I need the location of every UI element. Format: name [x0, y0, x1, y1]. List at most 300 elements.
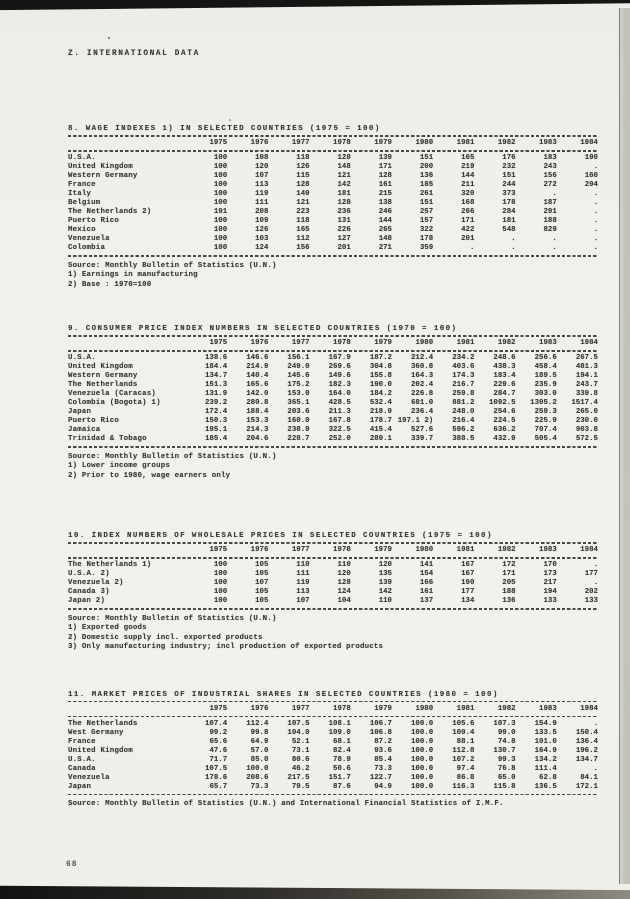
value-cell: 153.0 [287, 390, 310, 398]
value-cell: 403.6 [452, 363, 475, 371]
value-cell: 322 [419, 226, 434, 234]
value-cell: 107 [255, 172, 269, 180]
year-header: 1983 [539, 546, 557, 554]
value-cell: . [593, 190, 598, 198]
value-cell: 136 [502, 597, 516, 605]
value-cell: 202 [584, 588, 598, 596]
value-cell: 881.2 [452, 399, 475, 407]
value-cell: 171 [461, 217, 475, 225]
value-cell: 105 [255, 597, 269, 605]
value-cell: 151.7 [328, 773, 351, 782]
country-label: The Netherlands 1) [68, 561, 152, 569]
note-line: Source: Monthly Bulletin of Statistics (U.N.) and International Financial Statistics of I.M.F. [68, 800, 504, 808]
value-cell: 84.1 [580, 773, 598, 782]
value-cell: 373 [502, 190, 516, 198]
country-label: France [68, 181, 96, 189]
value-cell: . [593, 244, 598, 252]
value-cell: 182.3 [328, 381, 351, 389]
value-cell: . [593, 579, 598, 587]
value-cell: . [552, 235, 557, 243]
value-cell: 100.0 [411, 764, 434, 773]
table-year-header [68, 137, 598, 149]
value-cell: 214.3 [246, 426, 269, 434]
value-cell: 105 [255, 561, 269, 569]
year-header: 1984 [580, 139, 598, 147]
value-cell: 229.6 [493, 381, 516, 389]
year-header: 1982 [497, 704, 516, 713]
value-cell: 458.4 [534, 363, 557, 371]
value-cell: 124 [255, 244, 269, 252]
value-cell: 224.5 [493, 417, 516, 425]
value-cell: 415.4 [369, 426, 392, 434]
value-cell: 100.0 [411, 728, 434, 737]
value-cell: 149.6 [328, 372, 351, 380]
value-cell: 185 [419, 181, 434, 189]
value-cell: 160.0 [287, 417, 310, 425]
year-header: 1981 [456, 704, 475, 713]
value-cell: 57.0 [250, 746, 269, 755]
value-cell: 196.2 [575, 746, 598, 755]
value-cell: 100 [213, 226, 228, 234]
value-cell: 205 [502, 579, 516, 587]
value-cell: 505.4 [534, 435, 557, 443]
value-cell: 62.8 [539, 773, 557, 782]
value-cell: . [469, 244, 475, 252]
table-title: 8. WAGE INDEXES 1) IN SELECTED COUNTRIES (1975 = 100) [68, 125, 381, 133]
value-cell: 100 [213, 199, 228, 207]
year-header: 1977 [291, 546, 310, 554]
value-cell: 322.5 [328, 426, 351, 434]
value-cell: 211 [461, 181, 475, 189]
value-cell: . [552, 244, 557, 252]
value-cell: 178.7 [369, 417, 392, 425]
value-cell: 187.2 [369, 354, 392, 362]
value-cell: 208.6 [246, 773, 269, 782]
year-header: 1976 [250, 339, 269, 347]
value-cell: 903.8 [575, 426, 598, 434]
year-header: 1980 [415, 546, 434, 554]
value-cell: 215 [378, 190, 392, 198]
table-row [68, 181, 598, 190]
value-cell: 128 [296, 181, 310, 189]
country-label: United Kingdom [68, 746, 133, 755]
value-cell: 232 [502, 163, 516, 171]
value-cell: 100 [213, 217, 228, 225]
value-cell: 216.4 [452, 417, 475, 425]
value-cell: 184.2 [369, 390, 392, 398]
value-cell: 155.8 [369, 372, 392, 380]
value-cell: 100 [213, 154, 228, 162]
value-cell: 146.6 [246, 354, 269, 362]
table-body [68, 152, 598, 254]
value-cell: 138 [378, 199, 392, 207]
value-cell: 105 [255, 588, 269, 596]
value-cell: 190 [584, 154, 598, 162]
value-cell: 291 [543, 208, 557, 216]
year-header: 1976 [250, 704, 269, 713]
country-label: The Netherlands [68, 381, 138, 389]
value-cell: 271 [378, 244, 392, 252]
country-label: The Netherlands 2) [68, 208, 152, 216]
scan-edge-bottom [0, 882, 630, 899]
value-cell: 94.9 [374, 782, 392, 791]
value-cell: 230.0 [575, 417, 598, 425]
value-cell: . [593, 235, 598, 243]
value-cell: 438.3 [493, 363, 516, 371]
value-cell: 87.6 [333, 782, 351, 791]
table-row [68, 729, 598, 738]
value-cell: 140.4 [246, 372, 269, 380]
year-header: 1975 [209, 339, 228, 347]
country-label: Japan 2) [68, 597, 106, 605]
value-cell: 548 [502, 226, 516, 234]
value-cell: 246 [378, 208, 392, 216]
value-cell: 93.6 [374, 746, 392, 755]
value-cell: 99.2 [209, 728, 228, 737]
value-cell: 120 [337, 570, 351, 578]
value-cell: 216.7 [452, 381, 475, 389]
table-row [68, 747, 598, 756]
value-cell: 107 [255, 579, 269, 587]
value-cell: 64.9 [250, 737, 269, 746]
value-cell: 127 [337, 235, 351, 243]
value-cell: 148 [337, 163, 351, 171]
country-label: Western Germany [68, 372, 138, 380]
year-header: 1982 [497, 339, 516, 347]
dashed-rule [68, 446, 598, 448]
value-cell: 100 [213, 235, 228, 243]
value-cell: 119 [255, 190, 269, 198]
value-cell: 217 [543, 579, 557, 587]
country-label: Italy [68, 190, 92, 198]
country-label: U.S.A. [68, 755, 96, 764]
value-cell: 100 [213, 561, 228, 569]
value-cell: 259.3 [534, 408, 557, 416]
value-cell: 85.4 [374, 755, 392, 764]
value-cell: 100.4 [452, 728, 475, 737]
table-row [68, 426, 598, 435]
value-cell: 248.6 [493, 354, 516, 362]
value-cell: 100.0 [411, 737, 434, 746]
value-cell: 100.0 [411, 746, 434, 755]
country-label: Puerto Rico [68, 417, 119, 425]
value-cell: 71.7 [209, 755, 228, 764]
value-cell: 320 [461, 190, 475, 198]
value-cell: 254.6 [493, 408, 516, 416]
year-header: 1977 [291, 704, 310, 713]
value-cell: 100 [213, 190, 228, 198]
note-line: 1) Lower income groups [68, 462, 170, 470]
table-row [68, 570, 598, 579]
table-row [68, 597, 598, 606]
value-cell: 131 [337, 217, 351, 225]
value-cell: 267.5 [575, 354, 598, 362]
value-cell: 100.0 [411, 719, 434, 728]
country-label: Venezuela [68, 235, 110, 243]
value-cell: 156.1 [287, 354, 310, 362]
value-cell: 73.3 [250, 782, 269, 791]
value-cell: 203.6 [287, 408, 310, 416]
value-cell: 150.4 [575, 728, 598, 737]
value-cell: 184.4 [205, 363, 228, 371]
value-cell: 133.5 [534, 728, 557, 737]
value-cell: 86.8 [456, 773, 475, 782]
table-row [68, 774, 598, 783]
page-number: 68 [66, 860, 78, 869]
year-header: 1976 [250, 546, 269, 554]
value-cell: 100 [213, 579, 228, 587]
value-cell: 197.1 2) [397, 417, 434, 425]
value-cell: 235.9 [534, 381, 557, 389]
value-cell: 136.4 [575, 737, 598, 746]
value-cell: 111 [296, 570, 310, 578]
value-cell: 88.1 [456, 737, 475, 746]
table-body [68, 352, 598, 445]
value-cell: 388.5 [452, 435, 475, 443]
value-cell: 153.3 [246, 417, 269, 425]
year-header: 1984 [580, 546, 598, 554]
value-cell: 150.3 [205, 417, 228, 425]
value-cell: 428.5 [328, 399, 351, 407]
year-header: 1978 [333, 546, 351, 554]
value-cell: 109.0 [328, 728, 351, 737]
country-column-spacer [68, 138, 186, 148]
value-cell: 139 [378, 154, 392, 162]
value-cell: 128 [337, 199, 351, 207]
value-cell: 126 [255, 226, 269, 234]
country-label: Venezuela [68, 773, 110, 782]
country-label: Canada 3) [68, 588, 110, 596]
year-header: 1975 [209, 704, 228, 713]
table-row [68, 720, 598, 729]
country-label: Colombia (Bogota) 1) [68, 399, 161, 407]
value-cell: 52.1 [291, 737, 310, 746]
note-line: 2) Base : 1970=100 [68, 280, 152, 289]
value-cell: 76.8 [497, 764, 516, 773]
year-header: 1980 [415, 139, 434, 147]
value-cell: 100.0 [246, 764, 269, 773]
value-cell: 99.0 [497, 728, 516, 737]
value-cell: 161 [419, 588, 434, 596]
value-cell: 121 [296, 199, 310, 207]
value-cell: 100.0 [411, 755, 434, 764]
value-cell: . [511, 244, 516, 252]
country-column-spacer [68, 545, 186, 555]
value-cell: 236 [337, 208, 351, 216]
table-title: 10. INDEX NUMBERS OF WHOLESALE PRICES IN SELECTED COUNTRIES (1975 = 100) [68, 532, 493, 540]
value-cell: 167 [461, 561, 475, 569]
country-column-spacer [68, 338, 186, 348]
table-row [68, 163, 598, 172]
value-cell: 145.6 [287, 372, 310, 380]
value-cell: 339.8 [575, 390, 598, 398]
value-cell: 68.1 [333, 737, 351, 746]
value-cell: 226.8 [411, 390, 434, 398]
note-line: 1) Earnings in manufacturing [68, 271, 198, 279]
year-header: 1978 [333, 339, 351, 347]
value-cell: 128 [337, 154, 351, 162]
value-cell: 122.7 [369, 773, 392, 782]
year-header: 1979 [374, 546, 392, 554]
value-cell: 239.2 [205, 399, 228, 407]
year-header: 1976 [250, 139, 269, 147]
value-cell: 173 [543, 570, 557, 578]
value-cell: 190 [461, 579, 475, 587]
scan-edge-top [0, 0, 630, 11]
year-header: 1979 [374, 704, 392, 713]
value-cell: 103 [255, 235, 269, 243]
year-header: 1979 [374, 339, 392, 347]
year-header: 1981 [456, 139, 475, 147]
value-cell: . [593, 719, 598, 728]
value-cell: 110 [337, 561, 351, 569]
value-cell: 99.8 [250, 728, 269, 737]
table-row [68, 408, 598, 417]
value-cell: 118 [296, 217, 310, 225]
value-cell: 171 [378, 163, 392, 171]
year-header: 1981 [456, 546, 475, 554]
value-cell: 107.5 [205, 764, 228, 773]
value-cell: 172.1 [575, 782, 598, 791]
value-cell: 289.1 [369, 435, 392, 443]
value-cell: 160 [584, 172, 598, 180]
table-notes [68, 262, 598, 291]
value-cell: 280.8 [246, 399, 269, 407]
value-cell: 190.0 [369, 381, 392, 389]
year-header: 1983 [539, 704, 557, 713]
value-cell: 141 [419, 561, 434, 569]
value-cell: 142 [337, 181, 351, 189]
value-cell: 107.5 [287, 719, 310, 728]
value-cell: 79.5 [291, 782, 310, 791]
value-cell: 161 [378, 181, 392, 189]
value-cell: 167.9 [328, 354, 351, 362]
value-cell: . [593, 199, 598, 207]
value-cell: 65.6 [209, 737, 228, 746]
value-cell: 149 [296, 190, 310, 198]
value-cell: 219 [461, 163, 475, 171]
value-cell: 172 [502, 561, 516, 569]
value-cell: 137 [419, 597, 434, 605]
value-cell: . [552, 190, 557, 198]
value-cell: 99.3 [497, 755, 516, 764]
value-cell: 73.3 [374, 764, 392, 773]
value-cell: 177 [461, 588, 475, 596]
value-cell: 1305.2 [530, 399, 557, 407]
value-cell: 195.1 [205, 426, 228, 434]
value-cell: 100 [213, 588, 228, 596]
table-title: 11. MARKET PRICES OF INDUSTRIAL SHARES IN SELECTED COUNTRIES (1980 = 100) [68, 690, 499, 699]
country-label: Western Germany [68, 172, 138, 180]
table-row [68, 435, 598, 444]
value-cell: 151 [502, 172, 516, 180]
table-9-section [68, 324, 598, 481]
value-cell: 65.0 [497, 773, 516, 782]
value-cell: 136 [419, 172, 434, 180]
value-cell: 73.1 [291, 746, 310, 755]
value-cell: 261 [419, 190, 434, 198]
value-cell: 112.8 [452, 746, 475, 755]
value-cell: . [593, 226, 598, 234]
note-line: Source: Monthly Bulletin of Statistics (U.N.) [68, 452, 277, 461]
value-cell: 107 [296, 597, 310, 605]
value-cell: 284.7 [493, 390, 516, 398]
value-cell: 339.7 [411, 435, 434, 443]
table-year-header [68, 544, 598, 556]
table-row [68, 190, 598, 199]
value-cell: 133 [584, 597, 598, 605]
country-label: Venezuela (Caracas) [68, 390, 157, 398]
year-header: 1977 [291, 339, 310, 347]
value-cell: 596.2 [452, 426, 475, 434]
value-cell: 120 [255, 163, 269, 171]
value-cell: 223 [296, 208, 310, 216]
value-cell: 113 [255, 181, 269, 189]
value-cell: 139 [378, 579, 392, 587]
value-cell: 100 [213, 163, 228, 171]
value-cell: 134 [461, 597, 475, 605]
value-cell: . [593, 764, 598, 773]
value-cell: 303.0 [534, 390, 557, 398]
value-cell: 100 [213, 570, 228, 578]
value-cell: 164.9 [534, 746, 557, 755]
table-body [68, 559, 598, 607]
table-row [68, 399, 598, 408]
value-cell: 243.7 [575, 381, 598, 389]
value-cell: 829 [543, 226, 557, 234]
value-cell: 272 [543, 181, 557, 189]
value-cell: 225.9 [534, 417, 557, 425]
value-cell: 111 [255, 199, 269, 207]
value-cell: 257 [419, 208, 434, 216]
value-cell: 266 [461, 208, 475, 216]
country-label: The Netherlands [68, 719, 138, 728]
value-cell: 249.0 [287, 363, 310, 371]
table-row [68, 244, 598, 253]
country-label: Japan [68, 408, 92, 416]
country-label: U.S.A. 2) [68, 570, 110, 578]
value-cell: 238.9 [287, 426, 310, 434]
value-cell: 144 [378, 217, 392, 225]
value-cell: 100 [213, 172, 228, 180]
value-cell: 532.4 [369, 399, 392, 407]
year-header: 1984 [580, 704, 598, 713]
value-cell: 304.8 [369, 363, 392, 371]
value-cell: 82.4 [333, 746, 351, 755]
country-label: Colombia [68, 244, 106, 252]
country-label: Jamaica [68, 426, 101, 434]
value-cell: 151 [419, 199, 434, 207]
value-cell: 134.7 [205, 372, 228, 380]
value-cell: 112.4 [246, 719, 269, 728]
value-cell: 106.8 [369, 728, 392, 737]
table-row [68, 756, 598, 765]
value-cell: 112 [296, 235, 310, 243]
country-label: United Kingdom [68, 163, 133, 171]
value-cell: 131.9 [205, 390, 228, 398]
value-cell: 109 [255, 217, 269, 225]
value-cell: 236.4 [411, 408, 434, 416]
value-cell: 157 [419, 217, 434, 225]
value-cell: 187 [543, 199, 557, 207]
year-header: 1979 [374, 139, 392, 147]
value-cell: 201 [461, 235, 475, 243]
table-row [68, 390, 598, 399]
country-label: U.S.A. [68, 354, 96, 362]
country-label: Trinidad & Tobago [68, 435, 147, 443]
table-row [68, 765, 598, 774]
value-cell: 151.3 [205, 381, 228, 389]
